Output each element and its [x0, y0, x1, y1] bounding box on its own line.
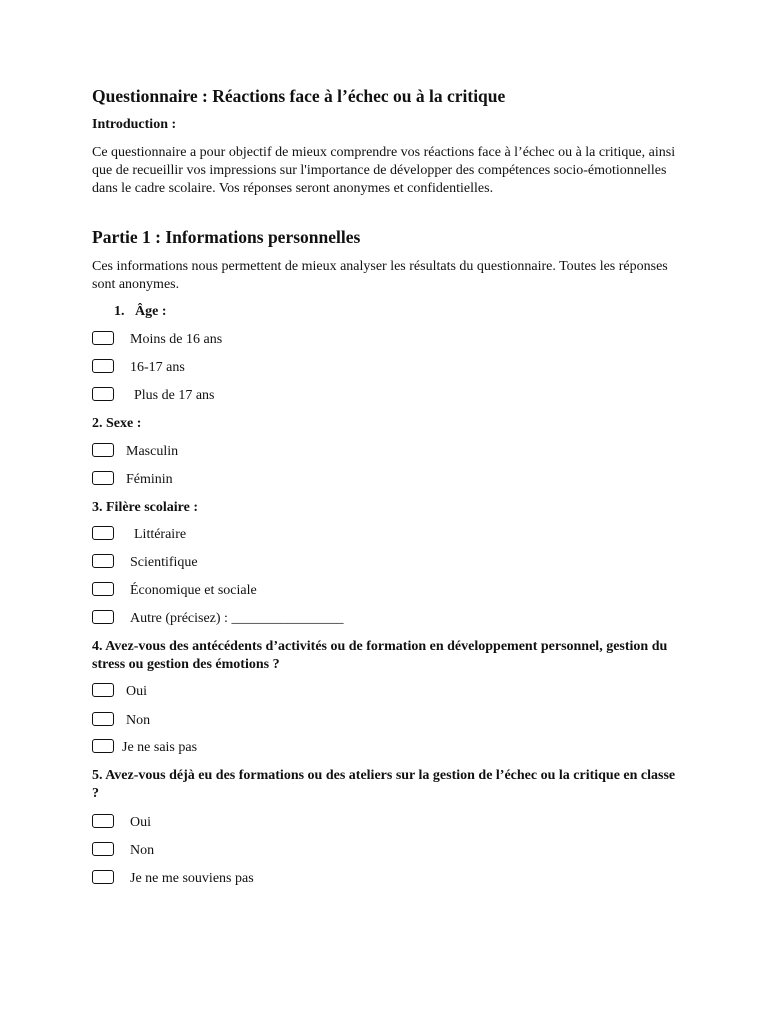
part1-heading: Partie 1 : Informations personnelles: [92, 227, 361, 247]
checkbox[interactable]: [92, 471, 114, 485]
option-label: Autre (précisez) : ________________: [130, 611, 344, 626]
checkbox[interactable]: [92, 814, 114, 828]
option-label: 16-17 ans: [130, 360, 185, 375]
option-label: Féminin: [126, 472, 173, 487]
checkbox[interactable]: [92, 443, 114, 457]
question-2-heading: 2. Sexe :: [92, 416, 142, 431]
checkbox[interactable]: [92, 359, 114, 373]
option-label: Littéraire: [134, 527, 187, 542]
checkbox[interactable]: [92, 554, 114, 568]
checkbox[interactable]: [92, 870, 114, 884]
checkbox[interactable]: [92, 712, 114, 726]
checkbox[interactable]: [92, 683, 114, 697]
checkbox[interactable]: [92, 739, 114, 753]
intro-heading: Introduction :: [92, 117, 177, 132]
intro-paragraph: Ce questionnaire a pour objectif de mieux comprendre vos réactions face à l’échec ou à la critique, ainsi que de recueillir vos impressions sur l'importance de développer des compétences socio-émotionnelles dans le cadre scolaire. Vos réponses seront anonymes et confidentielles.: [92, 145, 676, 196]
question-1-heading: [114, 303, 699, 321]
option-label: Non: [126, 713, 151, 728]
question-1-label: Âge :: [135, 304, 167, 319]
option-label: Oui: [126, 684, 147, 699]
option-label: Masculin: [126, 444, 179, 459]
question-5-heading: 5. Avez-vous déjà eu des formations ou des ateliers sur la gestion de l’échec ou la critique en classe ?: [92, 768, 676, 801]
question-4-heading: 4. Avez-vous des antécédents d’activités ou de formation en développement personnel, gestion du stress ou gestion des émotions ?: [92, 639, 668, 672]
option-label: Oui: [130, 815, 151, 830]
option-label: Économique et sociale: [130, 583, 257, 598]
checkbox[interactable]: [92, 387, 114, 401]
checkbox[interactable]: [92, 331, 114, 345]
question-1-number: 1.: [114, 304, 125, 319]
checkbox[interactable]: [92, 842, 114, 856]
option-label: Moins de 16 ans: [130, 332, 223, 347]
option-label: Scientifique: [130, 555, 198, 570]
document-title: Questionnaire : Réactions face à l’échec ou à la critique: [92, 86, 506, 106]
option-label: Non: [130, 843, 155, 858]
checkbox[interactable]: [92, 582, 114, 596]
part1-paragraph: Ces informations nous permettent de mieux analyser les résultats du questionnaire. Toutes les réponses sont anonymes.: [92, 259, 668, 292]
checkbox[interactable]: [92, 610, 114, 624]
checkbox[interactable]: [92, 526, 114, 540]
option-label: Je ne sais pas: [122, 740, 198, 755]
option-label: Plus de 17 ans: [134, 388, 215, 403]
question-3-heading: 3. Filère scolaire :: [92, 500, 198, 515]
option-label: Je ne me souviens pas: [130, 871, 254, 886]
